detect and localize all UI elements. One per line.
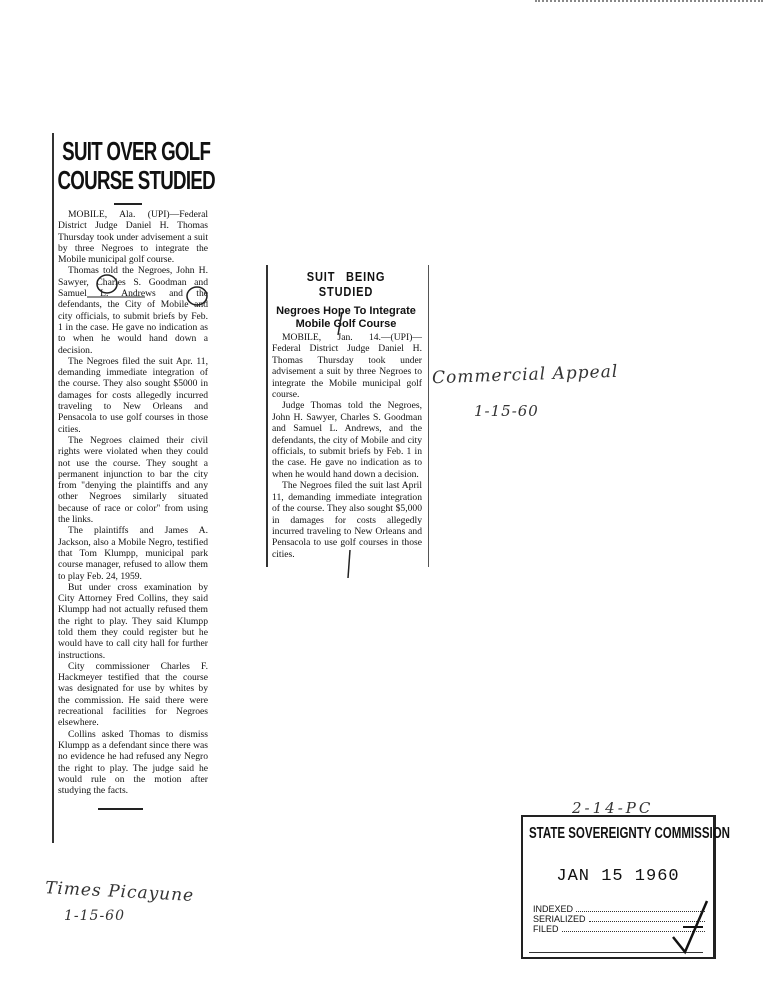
handwritten-file-date: 2-14-PC — [572, 799, 654, 817]
clipping-paragraph: The Negroes filed the suit last April 11, demanding immediate integration of the course. They also sought $5,000 in damages for costs allegedly incurred traveling to New Orleans and Pensacola to use golf courses in those cities. — [272, 480, 422, 560]
top-dotted-edge — [535, 0, 763, 6]
stamp-title: STATE SOVEREIGNTY COMMISSION — [529, 825, 730, 842]
initials-checkmark-icon — [663, 897, 711, 957]
clipping-paragraph: Collins asked Thomas to dismiss Klumpp as a defendant since there was no evidence he had refused any Negro the right to play. The judge said he would rule on the motion after studying the facts. — [58, 728, 208, 797]
stamp-date: JAN 15 1960 — [556, 867, 680, 886]
clipping-headline: SUIT BEING STUDIED — [306, 269, 386, 299]
clipping-headline: SUIT OVER GOLF COURSE STUDIED — [57, 136, 215, 195]
clipping-paragraph: The Negroes filed the suit Apr. 11, demanding immediate integration of the course. They also sought $5000 in damages for costs allegedly incurred traveling to New Orleans and Pensacola to use golf courses in those cities. — [58, 355, 208, 435]
handwritten-source-note: Times Picayune — [44, 878, 195, 906]
clipping-paragraph: Thomas told the Negroes, John H. Sawyer, Charles S. Goodman and Samuel L. Andrews and the defendants, the City of Mobile and city officials, to submit briefs by Feb. 1 in the case. He gave no indication as to when he would hand down a decision. — [58, 265, 208, 356]
clipping-paragraph: City commissioner Charles F. Hackmeyer testified that the course was designated for use by whites by the commission. He said there were recreational facilities for Negroes elsewhere. — [58, 660, 208, 729]
clipping-paragraph: MOBILE, Ala. (UPI)—Federal District Judge Daniel H. Thomas Thursday took under advisement a suit by three Negroes to integrate the Mobile municipal golf course. — [58, 209, 208, 266]
handwritten-date-note: 1-15-60 — [64, 908, 125, 924]
clipping-times-picayune — [52, 133, 215, 810]
clipping-border — [52, 133, 54, 843]
handwritten-date-note: 1-15-60 — [474, 402, 539, 420]
pen-circle-mark-icon — [85, 272, 215, 312]
headline-separator — [114, 203, 142, 205]
clipping-paragraph: But under cross examination by City Attorney Fred Collins, they said Klumpp had not actually refused them the right to play. They said Klumpp told them they could register but he would have to call city hall for further instructions. — [58, 581, 208, 661]
pen-correction-mark-icon — [330, 310, 390, 580]
stamp-field-label: FILED — [533, 924, 559, 934]
clipping-paragraph: The plaintiffs and James A. Jackson, also a Mobile Negro, testified that Tom Klumpp, municipal park course manager, refused to allow them to play Feb. 24, 1959. — [58, 525, 208, 582]
clipping-paragraph: The Negroes claimed their civil rights were violated when they could not use the course. They sought a permanent injunction to bar the city from "denying the plaintiffs and any other Negroes similarly situated because of race or color" from using the links. — [58, 434, 208, 526]
handwritten-source-note: Commercial Appeal — [431, 361, 619, 389]
clipping-paragraph: Judge Thomas told the Negroes, John H. Sawyer, Charles S. Goodman and Samuel L. Andrews, and the defendants, the city of Mobile and city officials, to submit briefs by Feb. 1 in the case. He gave no indication as to when he would hand down a decision. — [272, 400, 422, 480]
stamp-field-label: SERIALIZED — [533, 914, 586, 924]
commission-received-stamp — [521, 815, 730, 959]
clipping-paragraph: MOBILE, Jan. 14.—(UPI)—Federal District Judge Daniel H. Thomas Thursday took under advisement a suit by three Negroes to integrate the Mobile municipal golf course. — [272, 332, 422, 401]
clipping-subhead: Negroes Hope To Integrate Mobile Golf Course — [276, 305, 416, 330]
end-of-story-mark — [98, 808, 143, 810]
stamp-field-label: INDEXED — [533, 904, 574, 914]
